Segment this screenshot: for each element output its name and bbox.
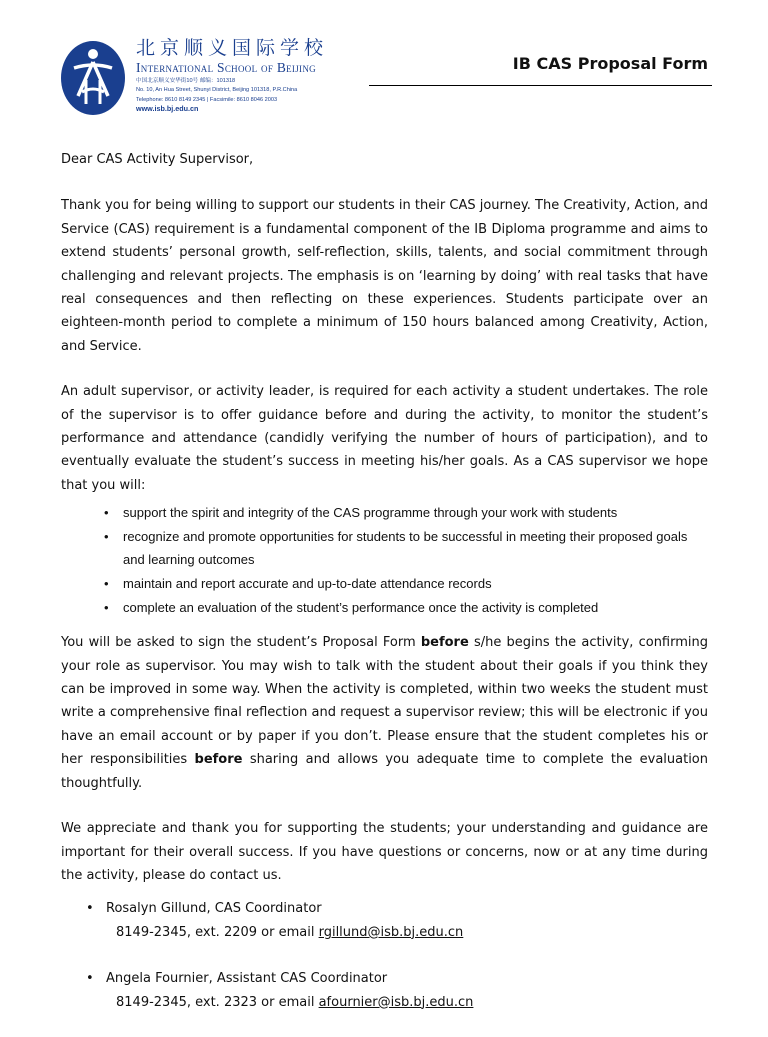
emphasis-before: before: [194, 752, 243, 768]
bullet-icon: •: [86, 901, 94, 917]
phone-fax: Telephone: 8610 8149 2345 | Facsimile: 8610 8046 2003: [136, 96, 278, 103]
emphasis-before: before: [420, 635, 469, 651]
signature-paragraph: You will be asked to sign the student’s Proposal Form before s/he begins the activity, confirming your role as supervisor. You may wish to talk with the student about their goals if you think they can be improved in some way. When the activity is completed, within two weeks the student must write a comprehensive final reflection and request a supervisor review; this will be electronic if you have an email account or by paper if you don’t. Please ensure that the student completes his or her responsibilities before sharing and allows you adequate time to complete the evaluation thoughtfully.: [61, 635, 709, 791]
email-link[interactable]: rgillund@isb.bj.edu.cn: [318, 924, 464, 940]
contact-entry: [86, 897, 708, 944]
role-paragraph: An adult supervisor, or activity leader, is required for each activity a student undertakes. The role of the supervisor is to offer guidance before and during the activity, to monitor the student’s performance and attendance (candidly verifying the number of hours of participation), and to eventually evaluate the student’s success in meeting his/her goals. As a CAS supervisor we hope that you will:: [61, 384, 708, 493]
list-item: [104, 525, 708, 572]
list-item: [104, 572, 708, 596]
duty-text: support the spirit and integrity of the CAS programme through your work with students: [123, 505, 618, 521]
list-item: [104, 596, 708, 620]
email-link[interactable]: afournier@isb.bj.edu.cn: [318, 994, 474, 1010]
address-chinese: 中国北京顺义安华街10号 邮编：101318: [136, 78, 236, 84]
letter-body: [61, 148, 708, 1037]
bullet-icon: •: [104, 599, 109, 615]
salutation: Dear CAS Activity Supervisor,: [61, 152, 254, 167]
duty-text: complete an evaluation of the student’s performance once the activity is completed: [123, 599, 599, 615]
letterhead: [60, 36, 712, 122]
duty-text: recognize and promote opportunities for students to be successful in meeting their proposed goals and learning outcomes: [123, 528, 688, 568]
school-identity: [136, 36, 328, 114]
school-name-chinese: 北京顺义国际学校: [136, 37, 329, 59]
contact-entry: [86, 967, 708, 1014]
duty-text: maintain and report accurate and up-to-date attendance records: [123, 576, 492, 592]
intro-paragraph: Thank you for being willing to support our students in their CAS journey. The Creativity, Action, and Service (CAS) requirement is a fundamental component of the IB Diploma programme and aims to extend students’ personal growth, self-reflection, skills, talents, and social commitment through challenging and relevant projects. The emphasis is on ‘learning by doing’ with real tasks that have real consequences and then reflecting on these experiences. Students participate over an eighteen-month period to complete a minimum of 150 hours balanced among Creativity, Action, and Service.: [61, 198, 708, 354]
bullet-icon: •: [104, 505, 109, 521]
closing-paragraph: We appreciate and thank you for supporting the students; your understanding and guidance are important for their overall success. If you have questions or concerns, now or at any time during the activity, please do contact us.: [61, 821, 708, 883]
form-title: IB CAS Proposal Form: [512, 54, 708, 73]
contact-details: 8149-2345, ext. 2323 or email afournier@isb.bj.edu.cn: [116, 994, 474, 1010]
bullet-icon: •: [104, 576, 109, 592]
bullet-icon: •: [86, 971, 94, 987]
school-logo: [60, 40, 126, 116]
address-english: No. 10, An Hua Street, Shunyi District, Beijing 101318, P.R.China: [136, 87, 298, 94]
contact-details: 8149-2345, ext. 2209 or email rgillund@isb.bj.edu.cn: [116, 924, 464, 940]
contact-name: Angela Fournier, Assistant CAS Coordinator: [106, 971, 388, 987]
school-name-english: International School of Beijing: [136, 60, 316, 75]
bullet-icon: •: [104, 528, 109, 544]
duties-list: [61, 501, 708, 619]
contact-name: Rosalyn Gillund, CAS Coordinator: [106, 901, 322, 917]
list-item: [104, 501, 708, 525]
school-website: www.isb.bj.edu.cn: [136, 104, 199, 114]
contact-list: [61, 897, 708, 1014]
title-underline: [369, 85, 712, 86]
